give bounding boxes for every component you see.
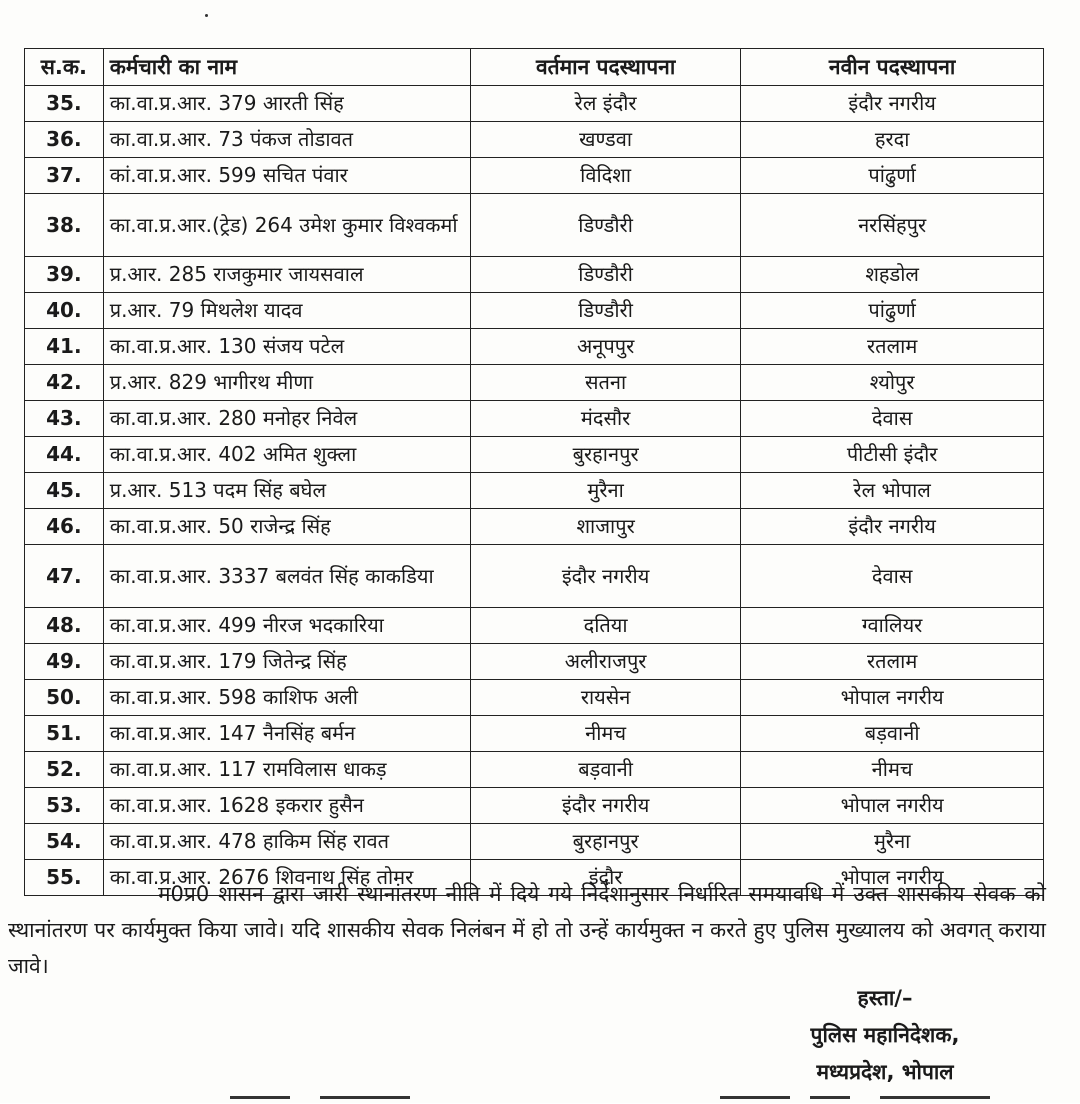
- current-posting-cell: नीमच: [470, 716, 740, 752]
- table-row: [25, 716, 1044, 752]
- current-posting-cell: विदिशा: [470, 158, 740, 194]
- current-posting-cell: खण्डवा: [470, 122, 740, 158]
- header-current-posting: वर्तमान पदस्थापना: [470, 49, 740, 86]
- new-posting-cell: हरदा: [741, 122, 1044, 158]
- employee-name-cell: का.वा.प्र.आर. 478 हाकिम सिंह रावत: [103, 824, 470, 860]
- scan-mark: [205, 14, 208, 17]
- table-row: [25, 257, 1044, 293]
- serial-cell: 40.: [25, 293, 104, 329]
- serial-cell: 49.: [25, 644, 104, 680]
- current-posting-cell: बुरहानपुर: [470, 437, 740, 473]
- new-posting-cell: भोपाल नगरीय: [741, 788, 1044, 824]
- table-row: [25, 680, 1044, 716]
- header-employee-name: कर्मचारी का नाम: [103, 49, 470, 86]
- employee-name-cell: प्र.आर. 79 मिथलेश यादव: [103, 293, 470, 329]
- current-posting-cell: अनूपपुर: [470, 329, 740, 365]
- serial-cell: 43.: [25, 401, 104, 437]
- employee-name-cell: का.वा.प्र.आर. 3337 बलवंत सिंह काकडिया: [103, 545, 470, 608]
- current-posting-cell: इंदौर नगरीय: [470, 545, 740, 608]
- new-posting-cell: बड़वानी: [741, 716, 1044, 752]
- serial-cell: 55.: [25, 860, 104, 896]
- employee-name-cell: का.वा.प्र.आर. 280 मनोहर निवेल: [103, 401, 470, 437]
- serial-cell: 51.: [25, 716, 104, 752]
- serial-cell: 41.: [25, 329, 104, 365]
- current-posting-cell: अलीराजपुर: [470, 644, 740, 680]
- employee-name-cell: प्र.आर. 285 राजकुमार जायसवाल: [103, 257, 470, 293]
- table-row: [25, 329, 1044, 365]
- new-posting-cell: ग्वालियर: [741, 608, 1044, 644]
- header-new-posting: नवीन पदस्थापना: [741, 49, 1044, 86]
- new-posting-cell: नीमच: [741, 752, 1044, 788]
- table-row: [25, 158, 1044, 194]
- employee-name-cell: का.वा.प्र.आर. 50 राजेन्द्र सिंह: [103, 509, 470, 545]
- signature-block: [740, 980, 1030, 1091]
- current-posting-cell: इंदौर: [470, 860, 740, 896]
- instruction-paragraph: म0प्र0 शासन द्वारा जारी स्थानांतरण नीति में दिये गये निर्देशानुसार निर्धारित समयावधि में उक्त शासकीय सेवक को स्थानांतरण पर कार्यमुक्त किया जावे। यदि शासकीय सेवक निलंबन में हो तो उन्हें कार्यमुक्त न करते हुए पुलिस मुख्यालय को अवगत् कराया जावे।: [8, 882, 1046, 978]
- employee-name-cell: कां.वा.प्र.आर. 599 सचित पंवार: [103, 158, 470, 194]
- employee-name-cell: प्र.आर. 829 भागीरथ मीणा: [103, 365, 470, 401]
- table-row: [25, 644, 1044, 680]
- signature-location: मध्यप्रदेश, भोपाल: [816, 1060, 954, 1084]
- new-posting-cell: नरसिंहपुर: [741, 194, 1044, 257]
- current-posting-cell: डिण्डौरी: [470, 194, 740, 257]
- table-row: [25, 293, 1044, 329]
- new-posting-cell: रतलाम: [741, 329, 1044, 365]
- serial-cell: 35.: [25, 86, 104, 122]
- serial-cell: 42.: [25, 365, 104, 401]
- new-posting-cell: देवास: [741, 401, 1044, 437]
- employee-name-cell: का.वा.प्र.आर. 130 संजय पटेल: [103, 329, 470, 365]
- employee-name-cell: का.वा.प्र.आर. 2676 शिवनाथ सिंह तोमर: [103, 860, 470, 896]
- serial-cell: 37.: [25, 158, 104, 194]
- table-row: [25, 401, 1044, 437]
- employee-name-cell: का.वा.प्र.आर. 379 आरती सिंह: [103, 86, 470, 122]
- serial-cell: 48.: [25, 608, 104, 644]
- new-posting-cell: भोपाल नगरीय: [741, 860, 1044, 896]
- new-posting-cell: शहडोल: [741, 257, 1044, 293]
- employee-name-cell: का.वा.प्र.आर. 73 पंकज तोडावत: [103, 122, 470, 158]
- current-posting-cell: डिण्डौरी: [470, 293, 740, 329]
- transfer-table: [24, 48, 1044, 896]
- table-row: [25, 365, 1044, 401]
- current-posting-cell: सतना: [470, 365, 740, 401]
- signature-signed: हस्ता/–: [857, 986, 913, 1010]
- new-posting-cell: भोपाल नगरीय: [741, 680, 1044, 716]
- table-row: [25, 788, 1044, 824]
- current-posting-cell: बुरहानपुर: [470, 824, 740, 860]
- employee-name-cell: का.वा.प्र.आर.(ट्रेड) 264 उमेश कुमार विश्वकर्मा: [103, 194, 470, 257]
- table-row: [25, 122, 1044, 158]
- table-row: [25, 752, 1044, 788]
- table-row: [25, 608, 1044, 644]
- current-posting-cell: मंदसौर: [470, 401, 740, 437]
- signature-designation: पुलिस महानिदेशक,: [810, 1023, 960, 1047]
- employee-name-cell: का.वा.प्र.आर. 402 अमित शुक्ला: [103, 437, 470, 473]
- current-posting-cell: डिण्डौरी: [470, 257, 740, 293]
- current-posting-cell: शाजापुर: [470, 509, 740, 545]
- new-posting-cell: देवास: [741, 545, 1044, 608]
- employee-name-cell: का.वा.प्र.आर. 147 नैनसिंह बर्मन: [103, 716, 470, 752]
- employee-name-cell: का.वा.प्र.आर. 1628 इकरार हुसैन: [103, 788, 470, 824]
- serial-cell: 36.: [25, 122, 104, 158]
- serial-cell: 38.: [25, 194, 104, 257]
- serial-cell: 39.: [25, 257, 104, 293]
- current-posting-cell: दतिया: [470, 608, 740, 644]
- employee-name-cell: का.वा.प्र.आर. 117 रामविलास धाकड़: [103, 752, 470, 788]
- serial-cell: 46.: [25, 509, 104, 545]
- employee-name-cell: का.वा.प्र.आर. 179 जितेन्द्र सिंह: [103, 644, 470, 680]
- table-row: [25, 437, 1044, 473]
- table-header-row: [25, 49, 1044, 86]
- table-row: [25, 194, 1044, 257]
- current-posting-cell: रेल इंदौर: [470, 86, 740, 122]
- current-posting-cell: इंदौर नगरीय: [470, 788, 740, 824]
- current-posting-cell: मुरैना: [470, 473, 740, 509]
- table-row: [25, 509, 1044, 545]
- new-posting-cell: रतलाम: [741, 644, 1044, 680]
- serial-cell: 54.: [25, 824, 104, 860]
- employee-name-cell: का.वा.प्र.आर. 598 काशिफ अली: [103, 680, 470, 716]
- new-posting-cell: इंदौर नगरीय: [741, 509, 1044, 545]
- header-serial: स.क.: [25, 49, 104, 86]
- table-row: [25, 473, 1044, 509]
- serial-cell: 50.: [25, 680, 104, 716]
- serial-cell: 44.: [25, 437, 104, 473]
- employee-name-cell: प्र.आर. 513 पदम सिंह बघेल: [103, 473, 470, 509]
- table-row: [25, 86, 1044, 122]
- serial-cell: 53.: [25, 788, 104, 824]
- new-posting-cell: पीटीसी इंदौर: [741, 437, 1044, 473]
- cropped-footer-strokes: [200, 1090, 1040, 1104]
- employee-name-cell: का.वा.प्र.आर. 499 नीरज भदकारिया: [103, 608, 470, 644]
- new-posting-cell: रेल भोपाल: [741, 473, 1044, 509]
- current-posting-cell: रायसेन: [470, 680, 740, 716]
- new-posting-cell: मुरैना: [741, 824, 1044, 860]
- new-posting-cell: इंदौर नगरीय: [741, 86, 1044, 122]
- table-body: [25, 86, 1044, 896]
- table-row: [25, 545, 1044, 608]
- serial-cell: 45.: [25, 473, 104, 509]
- serial-cell: 47.: [25, 545, 104, 608]
- serial-cell: 52.: [25, 752, 104, 788]
- table-row: [25, 824, 1044, 860]
- new-posting-cell: पांढुर्णा: [741, 158, 1044, 194]
- new-posting-cell: श्योपुर: [741, 365, 1044, 401]
- current-posting-cell: बड़वानी: [470, 752, 740, 788]
- new-posting-cell: पांढुर्णा: [741, 293, 1044, 329]
